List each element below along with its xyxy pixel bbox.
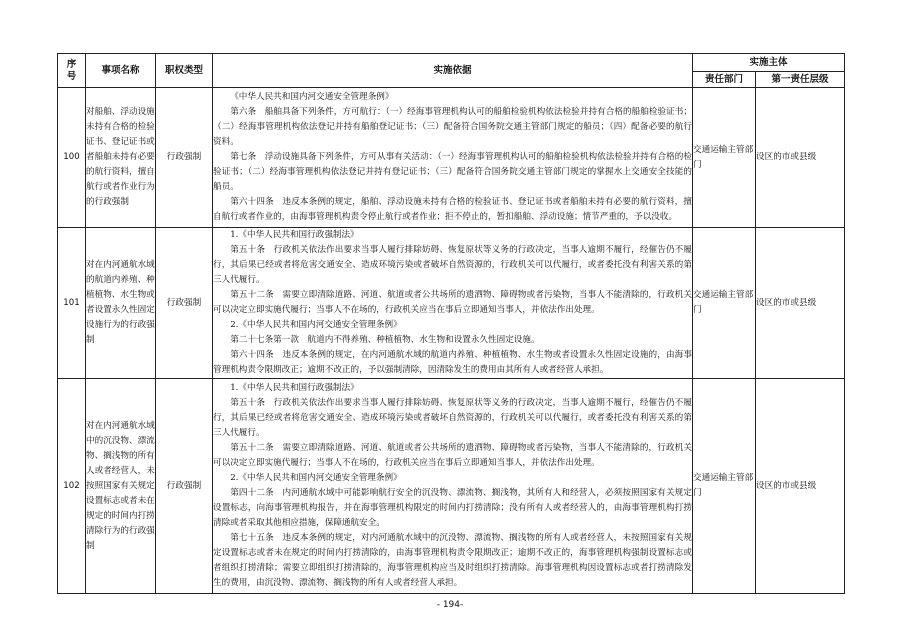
- basis-paragraph: 《中华人民共和国内河交通安全管理条例》: [230, 92, 394, 102]
- power-type: 行政强制: [156, 88, 213, 228]
- item-name: 对在内河通航水域的航道内养殖、种植植物、水生物或者设置永久性固定设施行为的行政强制: [86, 228, 156, 379]
- basis-paragraph: 第六十四条 违反本条例的规定，在内河通航水域的航道内养殖、种植植物、水生物或者设置永久性固定设施的，由海事管理机构责令限期改正；逾期不改正的，予以强制清除，因清除发生的费用由其所有人或者经营人承担。: [213, 350, 692, 375]
- table-row: [58, 379, 845, 594]
- row-number: 101: [58, 228, 86, 379]
- basis-cell: [213, 88, 693, 228]
- basis-paragraph: 第七条 浮动设施具备下列条件，方可从事有关活动：（一）经海事管理机构认可的船舶检验机构依法检验并持有合格的检验证书；（二）经海事管理机构依法登记并持有登记证书；（三）配备符合国务院交通主管部门规定的掌握水上交通安全技能的船员。: [213, 152, 692, 192]
- item-name: 对船舶、浮动设施未持有合格的检验证书、登记证书或者船舶未持有必要的航行资料，擅自航行或者作业行为的行政强制: [86, 88, 156, 228]
- item-name: 对在内河通航水域中的沉没物、漂流物、搁浅物的所有人或者经营人，未按照国家有关规定设置标志或者未在规定的时间内打捞清除行为的行政强制: [86, 379, 156, 594]
- responsible-dept: 交通运输主管部门: [693, 228, 756, 379]
- power-type: 行政强制: [156, 379, 213, 594]
- basis-paragraph: 2.《中华人民共和国内河交通安全管理条例》: [230, 473, 402, 483]
- basis-paragraph: 第五十条 行政机关依法作出要求当事人履行排除妨碍、恢复原状等义务的行政决定，当事人逾期不履行，经催告仍不履行，其后果已经或者将危害交通安全、造成环境污染或者破坏自然资源的，行政机关可以代履行，或者委托没有利害关系的第三人代履行。: [213, 398, 692, 438]
- table-row: [58, 88, 845, 228]
- basis-paragraph: 第二十七条第一款 航道内不得养殖、种植植物、水生物和设置永久性固定设施。: [230, 335, 540, 345]
- basis-paragraph: 第六十四条 违反本条例的规定，船舶、浮动设施未持有合格的检验证书、登记证书或者船舶未持有必要的航行资料，擅自航行或者作业的，由海事管理机构责令停止航行或者作业；拒不停止的，暂扣船舶、浮动设施；情节严重的，予以没收。: [213, 197, 692, 222]
- basis-paragraph: 第七十五条 违反本条例的规定，对内河通航水域中的沉没物、漂流物、搁浅物的所有人或者经营人，未按照国家有关规定设置标志或者未在规定的时间内打捞清除的，由海事管理机构责令限期改正；逾期不改正的，海事管理机构强制设置标志或者组织打捞清除；需要立即组织打捞清除的，海事管理机构应当及时组织打捞清除。海事管理机构因设置标志或者打捞清除发生的费用，由沉没物、漂流物、搁浅物的所有人或者经营人承担。: [213, 533, 692, 588]
- basis-paragraph: 第五十条 行政机关依法作出要求当事人履行排除妨碍、恢复原状等义务的行政决定，当事人逾期不履行，经催告仍不履行，其后果已经或者将危害交通安全、造成环境污染或者破坏自然资源的，行政机关可以代履行，或者委托没有利害关系的第三人代履行。: [213, 245, 692, 285]
- header-basis: 实施依据: [213, 54, 693, 88]
- responsible-dept: 交通运输主管部门: [693, 88, 756, 228]
- header-subject: 实施主体: [693, 54, 845, 72]
- basis-paragraph: 2.《中华人民共和国内河交通安全管理条例》: [230, 320, 402, 330]
- responsibility-level: 设区的市或县级: [756, 228, 845, 379]
- power-type: 行政强制: [156, 228, 213, 379]
- responsibility-level: 设区的市或县级: [756, 379, 845, 594]
- header-power-type: 职权类型: [156, 54, 213, 88]
- basis-paragraph: 1.《中华人民共和国行政强制法》: [230, 383, 359, 393]
- basis-paragraph: 第四十二条 内河通航水域中可能影响航行安全的沉没物、漂流物、搁浅物，其所有人和经营人，必须按照国家有关规定设置标志，向海事管理机构报告，并在海事管理机构限定的时间内打捞清除；没有所有人或者经营人的，由海事管理机构打捞清除或者采取其他相应措施，保障通航安全。: [213, 488, 692, 528]
- authority-table: [57, 53, 845, 594]
- basis-cell: [213, 228, 693, 379]
- header-seq: 序号: [58, 54, 86, 88]
- row-number: 100: [58, 88, 86, 228]
- table-row: [58, 228, 845, 379]
- row-number: 102: [58, 379, 86, 594]
- responsible-dept: 交通运输主管部门: [693, 379, 756, 594]
- basis-paragraph: 1.《中华人民共和国行政强制法》: [230, 230, 359, 240]
- header-level: 第一责任层级: [756, 72, 845, 88]
- responsibility-level: 设区的市或县级: [756, 88, 845, 228]
- basis-paragraph: 第六条 船舶具备下列条件，方可航行：（一）经海事管理机构认可的船舶检验机构依法检验并持有合格的船舶检验证书；（二）经海事管理机构依法登记并持有船舶登记证书；（三）配备符合国务院交通主管部门规定的船员；（四）配备必要的航行资料。: [213, 107, 692, 147]
- basis-paragraph: 第五十二条 需要立即清除道路、河道、航道或者公共场所的遗洒物、障碍物或者污染物，当事人不能清除的，行政机关可以决定立即实施代履行；当事人不在场的，行政机关应当在事后立即通知当事人，并依法作出处理。: [213, 290, 692, 315]
- page-number: - 194-: [436, 600, 464, 610]
- basis-cell: [213, 379, 693, 594]
- header-item-name: 事项名称: [86, 54, 156, 88]
- basis-paragraph: 第五十二条 需要立即清除道路、河道、航道或者公共场所的遗洒物、障碍物或者污染物，当事人不能清除的，行政机关可以决定立即实施代履行；当事人不在场的，行政机关应当在事后立即通知当事人，并依法作出处理。: [213, 443, 692, 468]
- header-dept: 责任部门: [693, 72, 756, 88]
